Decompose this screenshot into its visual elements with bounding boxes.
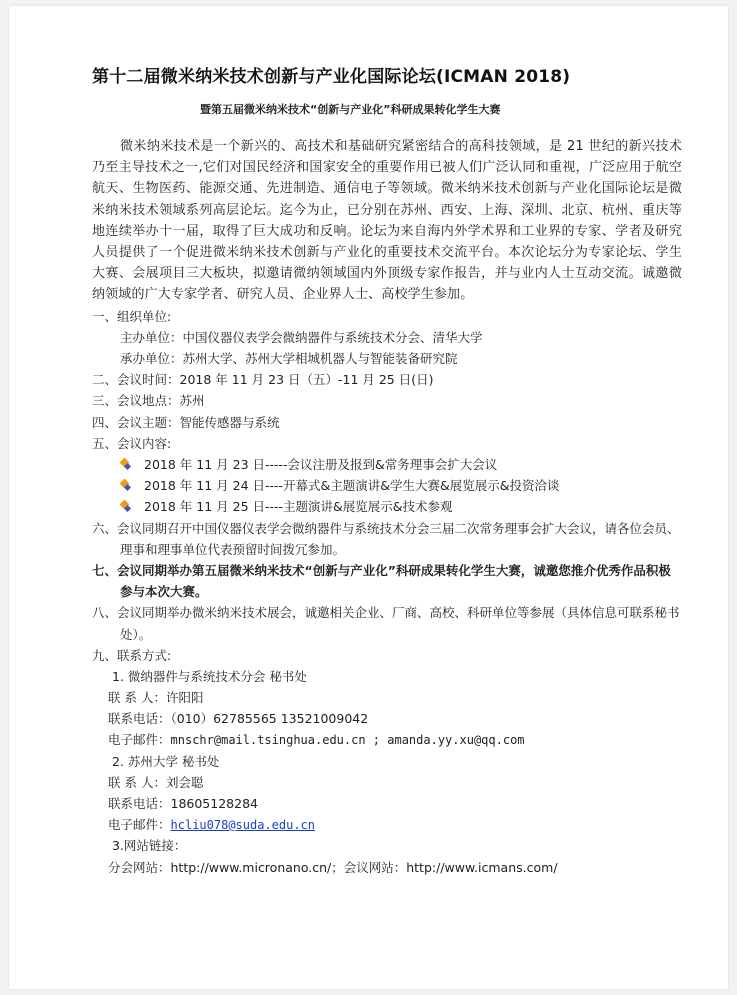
contact-2-title: 2. 苏州大学 秘书处: [112, 753, 220, 769]
document-subtitle: 暨第五届微米纳米技术“创新与产业化”科研成果转化学生大赛: [200, 103, 501, 116]
contact-2-email-label: 电子邮件：: [108, 817, 171, 833]
section-time: 二、会议时间：2018 年 11 月 23 日（五）-11 月 25 日(日): [92, 372, 434, 388]
contact-1-phone: 联系电话：（010）62785565 13521009042: [108, 711, 369, 727]
contact-1-person: 联 系 人：许阳阳: [108, 690, 204, 706]
section-org-heading: 一、组织单位:: [92, 308, 172, 324]
bullet-icon: [120, 479, 132, 491]
document-title: 第十二届微米纳米技术创新与产业化国际论坛(ICMAN 2018): [92, 67, 571, 87]
contact-3-title: 3.网站链接：: [112, 838, 187, 854]
agenda-item-text: 2018 年 11 月 25 日----主题演讲&展览展示&技术参观: [144, 499, 453, 515]
section-8: 八、会议同期举办微米纳米技术展会，诚邀相关企业、厂商、高校、科研单位等参展（具体信息可联系秘书处）。: [92, 605, 680, 642]
contact-1-email: mnschr@mail.tsinghua.edu.cn ; amanda.yy.xu@qq.com: [170, 733, 525, 748]
section-6: 六、会议同期召开中国仪器仪表学会微纳器件与系统技术分会三届二次常务理事会扩大会议，请各位会员、理事和理事单位代表预留时间拨冗参加。: [92, 520, 680, 557]
contact-1-title: 1. 微纳器件与系统技术分会 秘书处: [112, 668, 307, 684]
contact-2-email-row: [92, 814, 682, 835]
agenda-item: [92, 496, 682, 517]
section-place: 三、会议地点：苏州: [92, 393, 205, 409]
bullet-icon: [120, 500, 132, 512]
bullet-icon: [120, 458, 132, 470]
org-organizer: 承办单位：苏州大学、苏州大学相城机器人与智能装备研究院: [120, 351, 458, 366]
contact-1-email-label: 电子邮件：: [108, 732, 171, 748]
section-7: 七、会议同期举办第五届微米纳米技术“创新与产业化”科研成果转化学生大赛，诚邀您推介优秀作品积极参与本次大赛。: [92, 562, 671, 600]
agenda-item: [92, 454, 682, 475]
document-page: [9, 6, 728, 989]
section-contact-heading: 九、联系方式:: [92, 647, 172, 663]
contact-2-phone: 联系电话：18605128284: [108, 796, 258, 812]
website-links: 分会网站：http://www.micronano.cn/；会议网站：http://www.icmans.com/: [108, 859, 558, 875]
org-host: 主办单位：中国仪器仪表学会微纳器件与系统技术分会、清华大学: [120, 329, 483, 345]
section-theme: 四、会议主题：智能传感器与系统: [92, 414, 280, 430]
section-content-heading: 五、会议内容:: [92, 435, 172, 451]
agenda-item: [92, 475, 682, 496]
contact-2-person: 联 系 人：刘会聪: [108, 774, 204, 790]
intro-paragraph: 微米纳米技术是一个新兴的、高技术和基础研究紧密结合的高科技领域，是 21 世纪的新兴技术乃至主导技术之一,它们对国民经济和国家安全的重要作用已被人们广泛认同和重视，广泛应用于航空航天、生物医药、能源交通、先进制造、通信电子等领域。微米纳米技术创新与产业化国际论坛是微米纳米技术领域系列高层论坛。迄今为止，已分别在苏州、西安、上海、深圳、北京、杭州、重庆等地连续举办十一届，取得了巨大成功和反响。论坛为来自海内外学术界和工业界的专家、学者及研究人员提供了一个促进微米纳米技术创新与产业化的重要技术交流平台。本次论坛分为专家论坛、学生大赛、会展项目三大板块，拟邀请微纳领域国内外顶级专家作报告，并与业内人士互动交流。诚邀微纳领域的广大专家学者、研究人员、企业界人士、高校学生参加。: [92, 139, 682, 303]
contact-1-email-row: [92, 729, 682, 750]
agenda-item-text: 2018 年 11 月 23 日-----会议注册及报到&常务理事会扩大会议: [144, 456, 498, 472]
contact-2-email-link[interactable]: hcliu078@suda.edu.cn: [170, 818, 316, 833]
document-content: [92, 66, 682, 878]
agenda-item-text: 2018 年 11 月 24 日----开幕式&主题演讲&学生大赛&展览展示&投资洽谈: [144, 478, 560, 494]
